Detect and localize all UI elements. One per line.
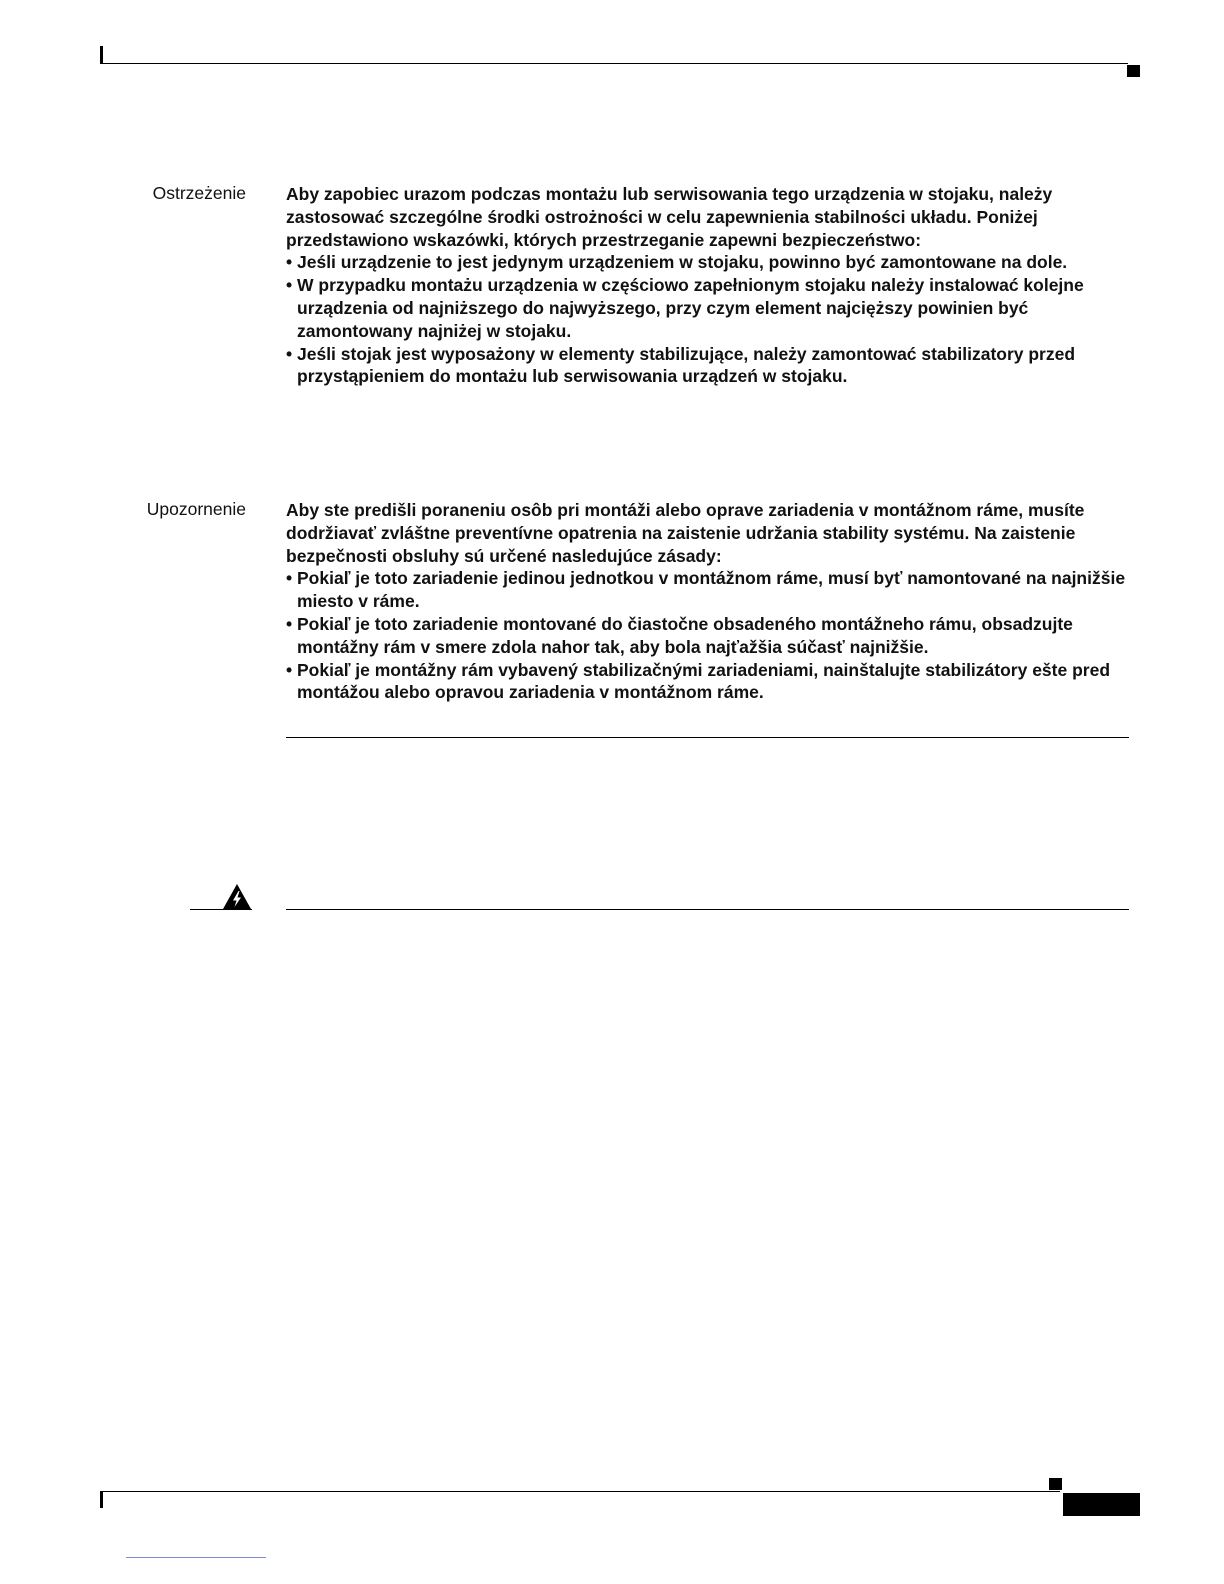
warning-label: Ostrzeżenie [152,183,246,203]
header-tick-mark [100,46,103,64]
warning-body [286,499,1136,704]
warning-bullet: • Pokiaľ je montážny rám vybavený stabilizačnými zariadeniami, nainštalujte stabilizátory ešte pred montážou alebo opravou zariadenia v montážnom ráme. [286,659,1136,705]
warning-intro: Aby ste predišli poraneniu osôb pri montáži alebo oprave zariadenia v montážnom ráme, musíte dodržiavať zvláštne preventívne opatrenia na zaistenie udržania stability systému. Na zaistenie bezpečnosti obsluhy sú určené nasledujúce zásady: [286,500,1085,566]
header-corner-mark [1127,65,1140,77]
footer-link-underline[interactable] [126,1557,266,1558]
warning-bullet: • Jeśli stojak jest wyposażony w elementy stabilizujące, należy zamontować stabilizatory przed przystąpieniem do montażu lub serwisowania urządzeń w stojaku. [286,343,1136,389]
warning-icon-underline [190,909,252,910]
warning-triangle-icon [222,883,252,911]
footer-rule [100,1491,1060,1492]
warning-bullet-list [286,567,1136,704]
warning-body [286,183,1136,388]
footer-corner-mark [1049,1478,1062,1490]
warning-bullet: • W przypadku montażu urządzenia w częściowo zapełnionym stojaku należy instalować kolejne urządzenia od najniższego do najwyższego, przy czym element najcięższy powinien być zamontowany najniżej w stojaku. [286,274,1136,342]
warning-start-rule [286,909,1129,910]
footer-page-tab [1063,1493,1140,1516]
warning-intro: Aby zapobiec urazom podczas montażu lub serwisowania tego urządzenia w stojaku, należy zastosować szczególne środki ostrożności w celu zapewnienia stabilności układu. Poniżej przedstawiono wskazówki, których przestrzeganie zapewni bezpieczeństwo: [286,184,1053,250]
header-rule [100,63,1128,64]
warning-label: Upozornenie [146,499,246,519]
footer-tick-mark [100,1492,103,1508]
section-end-rule [286,737,1129,738]
warning-bullet: • Pokiaľ je toto zariadenie montované do čiastočne obsadeného montážneho rámu, obsadzujte montážny rám v smere zdola nahor tak, aby bola najťažšia súčasť najnižšie. [286,613,1136,659]
warning-bullet: • Jeśli urządzenie to jest jedynym urządzeniem w stojaku, powinno być zamontowane na dole. [286,251,1136,274]
warning-bullet-list [286,251,1136,388]
warning-bullet: • Pokiaľ je toto zariadenie jedinou jednotkou v montážnom ráme, musí byť namontované na najnižšie miesto v ráme. [286,567,1136,613]
